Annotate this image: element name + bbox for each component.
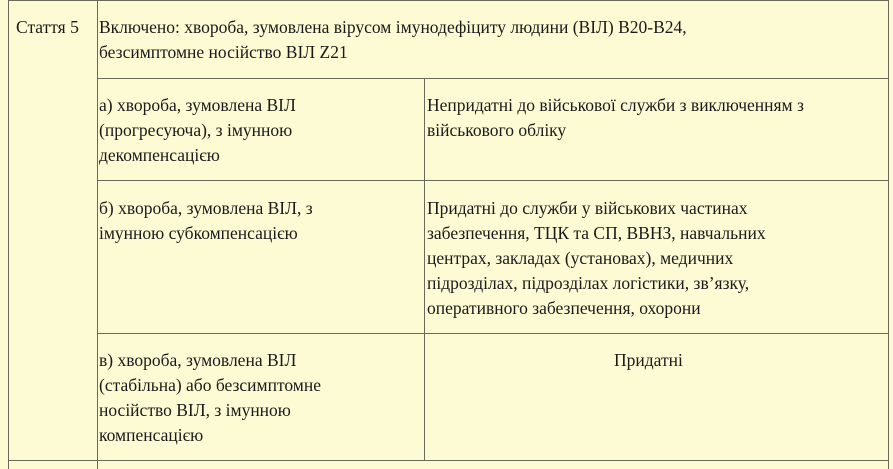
row-a-condition-line-3: декомпенсацією	[99, 145, 220, 165]
article-column-divider	[97, 0, 98, 469]
row-a-condition-line-1: а) хвороба, зумовлена ВІЛ	[99, 95, 296, 115]
row-divider-4	[8, 460, 889, 461]
table-border-right	[888, 0, 889, 469]
row-b-verdict-line-5: оперативного забезпечення, охорони	[427, 298, 701, 318]
row-b-condition-line-1: б) хвороба, зумовлена ВІЛ, з	[99, 198, 313, 218]
row-c-condition-line-4: компенсацією	[99, 425, 204, 445]
row-c-verdict: Придатні	[614, 350, 683, 370]
row-c-condition-line-2: (стабільна) або безсимптомне	[99, 375, 322, 395]
row-b-verdict-line-3: центрах, закладах (установах), медичних	[427, 248, 734, 268]
row-divider-1	[97, 78, 889, 79]
verdict-column-divider	[424, 78, 425, 461]
included-line-2: безсимптомне носійство ВІЛ Z21	[99, 42, 348, 62]
row-a-condition-line-2: (прогресуюча), з імунною	[99, 120, 293, 140]
row-b-verdict-line-2: забезпечення, ТЦК та СП, ВВНЗ, навчальних	[427, 223, 766, 243]
table-border-top	[8, 0, 889, 1]
row-divider-2	[97, 180, 889, 181]
row-b-verdict-line-4: підрозділах, підрозділах логістики, зв’язку,	[427, 273, 750, 293]
table-border-left	[8, 0, 9, 469]
row-a-verdict-line-2: військового обліку	[427, 120, 567, 140]
row-c-condition-line-1: в) хвороба, зумовлена ВІЛ	[99, 350, 297, 370]
row-c-condition-line-3: носійство ВІЛ, з імунною	[99, 400, 291, 420]
row-a-verdict-line-1: Непридатні до військової служби з виключенням з	[427, 95, 804, 115]
included-line-1: Включено: хвороба, зумовлена вірусом імунодефіциту людини (ВІЛ) B20-B24,	[99, 17, 687, 37]
article-label: Стаття 5	[16, 17, 79, 37]
row-divider-3	[97, 333, 889, 334]
row-b-verdict-line-1: Придатні до служби у військових частинах	[427, 198, 748, 218]
row-b-condition-line-2: імунною субкомпенсацією	[99, 223, 298, 243]
